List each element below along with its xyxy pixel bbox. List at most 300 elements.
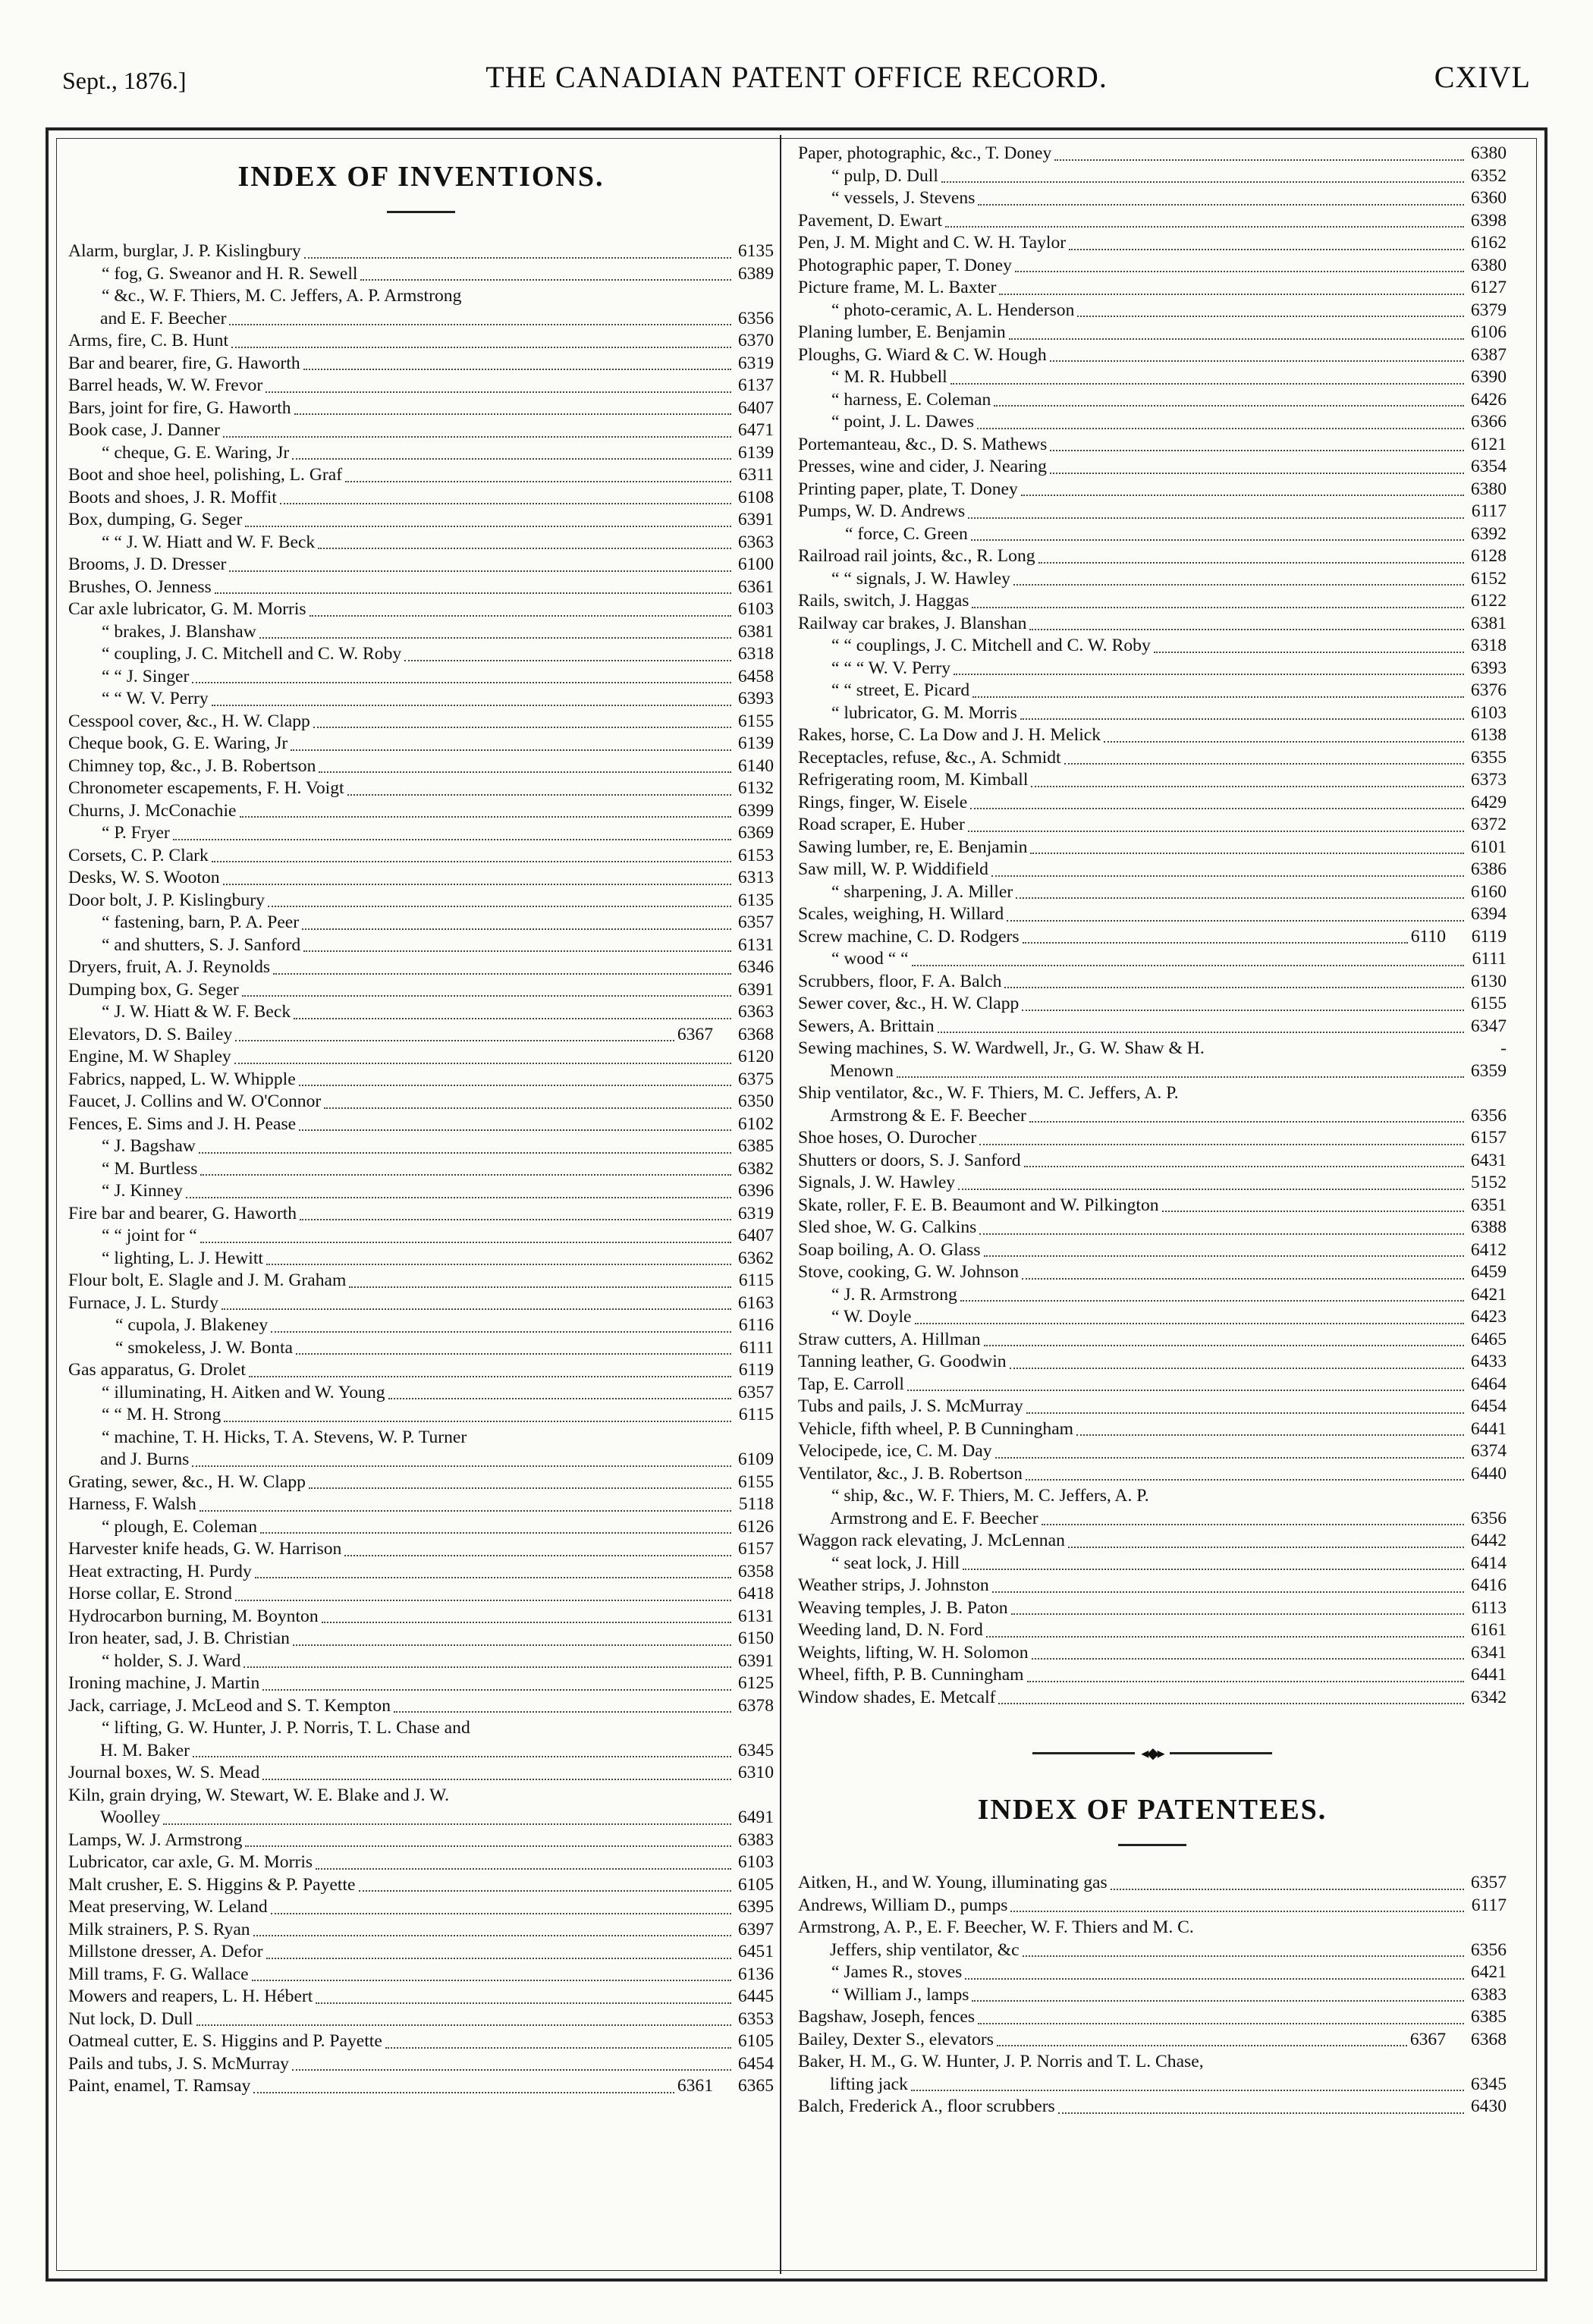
entry-text: “ ship, &c., W. F. Thiers, M. C. Jeffers, A. P. [831, 1486, 1149, 1506]
leader-dots [979, 1144, 1464, 1145]
index-entry [68, 1270, 774, 1292]
patent-number: 6365 [737, 2076, 774, 2096]
patent-number: 6150 [737, 1628, 774, 1648]
leader-dots [303, 369, 731, 370]
index-entry [798, 948, 1507, 971]
entry-text: Scrubbers, floor, F. A. Balch [798, 971, 1002, 991]
index-entry [68, 1091, 774, 1113]
leader-dots [253, 1935, 731, 1936]
leader-dots [999, 294, 1464, 295]
index-entry [798, 1150, 1507, 1173]
leader-dots [223, 884, 731, 885]
entry-text: Bars, joint for fire, G. Haworth [68, 397, 291, 418]
patent-number: 6368 [1470, 2029, 1507, 2049]
entry-text: Waggon rack elevating, J. McLennan [798, 1531, 1065, 1550]
entry-text: “ “ signals, J. W. Hawley [831, 568, 1010, 589]
patent-number: 5152 [1470, 1173, 1507, 1192]
entry-text: Rails, switch, J. Haggas [798, 591, 969, 611]
leader-dots [984, 1255, 1464, 1257]
index-entry [68, 1829, 774, 1852]
patent-number: 6160 [1470, 881, 1507, 902]
leader-dots [249, 1376, 731, 1377]
patent-number: 6351 [1470, 1195, 1507, 1215]
leader-dots [1026, 1412, 1464, 1414]
index-entry [68, 934, 774, 957]
issue-date: Sept., 1876.] [62, 67, 187, 94]
column-divider [780, 135, 781, 2274]
leader-dots [294, 1018, 731, 1019]
entry-text: Jeffers, ship ventilator, &c [830, 1939, 1020, 1960]
patent-number: 6391 [737, 510, 774, 529]
leader-dots [344, 1555, 731, 1556]
patent-number: 6126 [737, 1516, 774, 1537]
patent-number: 6163 [737, 1292, 774, 1313]
index-entry [798, 1872, 1507, 1895]
patent-number: 6113 [1471, 1597, 1507, 1618]
entry-text: “ “ street, E. Picard [831, 680, 970, 700]
index-entry [68, 1896, 774, 1919]
index-entry [68, 1135, 774, 1158]
index-entry [68, 1493, 774, 1516]
entry-text: Wheel, fifth, P. B. Cunningham [798, 1665, 1024, 1685]
index-entry [68, 509, 774, 532]
leader-dots [1027, 1681, 1464, 1682]
entry-text: Screw machine, C. D. Rodgers [798, 926, 1020, 947]
patent-number: 6383 [1470, 1984, 1507, 2005]
patent-number: 6361 [737, 576, 774, 597]
index-entry [798, 881, 1507, 904]
index-entry [798, 232, 1507, 255]
entry-text: Railway car brakes, J. Blanshan [798, 613, 1027, 633]
index-entry [68, 1203, 774, 1226]
patent-number: 6373 [1470, 770, 1507, 790]
leader-dots [1023, 942, 1408, 944]
index-entry [68, 2053, 774, 2076]
index-entry [798, 1418, 1507, 1441]
index-entry [798, 1284, 1507, 1307]
entry-text: “ M. R. Hubbell [831, 367, 947, 387]
patent-number: 6103 [1470, 702, 1507, 723]
leader-dots [292, 458, 731, 460]
index-entry [68, 375, 774, 397]
patent-number: 6376 [1470, 680, 1507, 700]
leader-dots [192, 682, 731, 683]
leader-dots [235, 1040, 674, 1041]
leader-dots [998, 1703, 1464, 1704]
index-entry [68, 1337, 774, 1360]
index-entry [68, 1292, 774, 1315]
leader-dots [316, 1868, 731, 1870]
leader-dots [271, 1331, 731, 1333]
index-entry [68, 777, 774, 800]
entry-text: Millstone dresser, A. Defor [68, 1942, 263, 1961]
entry-text: Door bolt, J. P. Kislingbury [68, 890, 265, 910]
leader-dots [1013, 584, 1464, 586]
index-entry [798, 344, 1507, 367]
entry-text: Weights, lifting, W. H. Solomon [798, 1642, 1029, 1663]
leader-dots [349, 1286, 731, 1288]
leader-dots [1029, 629, 1464, 630]
index-entry [68, 1762, 774, 1785]
patent-number: 6416 [1470, 1575, 1507, 1595]
entry-text: “ brakes, J. Blanshaw [102, 621, 256, 642]
index-entry [68, 845, 774, 868]
entry-text: Printing paper, plate, T. Doney [798, 479, 1018, 499]
index-entry [798, 1642, 1507, 1665]
leader-dots [234, 1063, 731, 1064]
inventions-list-right [798, 143, 1507, 1709]
inventions-list-left [68, 240, 774, 2098]
patent-number: 6119 [738, 1360, 774, 1380]
index-entry [68, 1449, 774, 1471]
leader-dots [359, 1890, 732, 1892]
leader-dots [972, 607, 1464, 608]
patent-number: 6356 [737, 308, 774, 328]
patent-number: 6100 [737, 554, 774, 574]
patent-number: 6140 [737, 755, 774, 776]
index-entry [68, 1427, 774, 1449]
entry-text: Mowers and reapers, L. H. Hébert [68, 1986, 313, 2006]
patent-number: 6393 [1470, 658, 1507, 678]
index-entry [798, 545, 1507, 568]
entry-text: Paint, enamel, T. Ramsay [68, 2076, 251, 2096]
patent-number: 6387 [1470, 344, 1507, 365]
leader-dots [262, 1779, 731, 1780]
entry-text: “ vessels, J. Stevens [831, 188, 976, 208]
leader-dots [970, 808, 1464, 809]
patent-number: 6121 [1470, 434, 1507, 454]
leader-dots [1029, 1121, 1464, 1123]
index-entry [798, 903, 1507, 926]
leader-dots [268, 906, 731, 907]
index-entry [798, 1374, 1507, 1396]
index-entry [68, 822, 774, 845]
entry-text: “ M. Burtless [102, 1158, 198, 1179]
leader-dots [1011, 1613, 1464, 1615]
ornament-diamond-icon: ◂◆▸ [1141, 1745, 1164, 1762]
index-entry [798, 1440, 1507, 1463]
leader-dots [1162, 1211, 1464, 1212]
patent-number: 6157 [737, 1539, 774, 1559]
index-entry [798, 1939, 1507, 1962]
index-entry [68, 1225, 774, 1248]
index-entry [798, 747, 1507, 770]
patent-number: 6441 [1470, 1665, 1507, 1685]
patent-number: 6369 [737, 823, 774, 843]
index-entry [68, 1964, 774, 1986]
patent-number: 6426 [1470, 389, 1507, 410]
patent-number: 6465 [1470, 1329, 1507, 1349]
leader-dots [1007, 920, 1464, 922]
patent-number: 6135 [737, 241, 774, 261]
entry-text: Oatmeal cutter, E. S. Higgins and P. Payette [68, 2031, 382, 2051]
secondary-patent-number: 6110 [1410, 926, 1446, 947]
patent-number: 6464 [1470, 1374, 1507, 1394]
entry-text: Planing lumber, E. Benjamin [798, 322, 1006, 342]
index-entry [68, 1069, 774, 1091]
entry-text: Meat preserving, W. Leland [68, 1897, 268, 1917]
entry-text: Journal boxes, W. S. Mead [68, 1763, 260, 1782]
index-entry [798, 1463, 1507, 1486]
index-entry [68, 1248, 774, 1270]
entry-text: Straw cutters, A. Hillman [798, 1329, 981, 1349]
entry-text: Rakes, horse, C. La Dow and J. H. Melick [798, 725, 1101, 745]
entry-text: Sled shoe, W. G. Calkins [798, 1217, 977, 1237]
entry-text: Brushes, O. Jenness [68, 576, 212, 597]
leader-dots [1058, 2112, 1464, 2114]
index-entry [68, 1672, 774, 1695]
leader-dots [245, 1845, 731, 1847]
leader-dots [1030, 853, 1464, 854]
index-entry [798, 1105, 1507, 1128]
entry-text: “ James R., stoves [831, 1962, 963, 1982]
index-entry [798, 680, 1507, 702]
patent-number: 6105 [737, 2031, 774, 2051]
page-header [62, 59, 1531, 105]
entry-text: Menown [830, 1060, 894, 1081]
entry-text: “ J. Kinney [102, 1181, 183, 1201]
leader-dots [223, 436, 731, 438]
entry-text: Shutters or doors, S. J. Sanford [798, 1150, 1021, 1170]
patent-number: 6471 [737, 420, 774, 440]
leader-dots [907, 1390, 1464, 1391]
leader-dots [1022, 1010, 1464, 1011]
leader-dots [986, 1636, 1464, 1638]
patent-number: 6445 [737, 1986, 774, 2006]
leader-dots [1050, 473, 1464, 474]
leader-dots [262, 1689, 731, 1691]
leader-dots [950, 383, 1464, 385]
index-entry [798, 366, 1507, 389]
leader-dots [300, 1219, 731, 1220]
entry-text: “ seat lock, J. Hill [831, 1553, 960, 1573]
patent-number: 6382 [737, 1158, 774, 1179]
entry-text: “ “ joint for “ [102, 1226, 197, 1245]
entry-text: “ “ couplings, J. C. Mitchell and C. W. Roby [831, 636, 1151, 655]
leader-dots [299, 1085, 731, 1086]
index-entry [798, 1195, 1507, 1217]
index-entry [798, 792, 1507, 815]
index-entry [68, 1113, 774, 1136]
leader-dots [245, 526, 731, 527]
leader-dots [958, 1189, 1464, 1190]
leader-dots [192, 1465, 731, 1467]
leader-dots [394, 1711, 731, 1713]
leader-dots [324, 1107, 731, 1109]
patent-number: 6357 [737, 1382, 774, 1402]
patent-number: 6454 [1470, 1396, 1507, 1416]
entry-text: Soap boiling, A. O. Glass [798, 1239, 981, 1260]
index-entry [68, 2030, 774, 2053]
index-entry [798, 1261, 1507, 1284]
leader-dots [296, 1353, 731, 1355]
index-entry [68, 1024, 774, 1047]
leader-dots [360, 279, 731, 281]
entry-text: Grating, sewer, &c., H. W. Clapp [68, 1471, 306, 1492]
patent-number: 6356 [1470, 1105, 1507, 1126]
leader-dots [240, 816, 732, 818]
index-entry [68, 1606, 774, 1628]
patent-number: 6379 [1470, 300, 1507, 320]
index-entry [68, 1046, 774, 1069]
index-entry [68, 1986, 774, 2008]
entry-text: Faucet, J. Collins and W. O'Connor [68, 1091, 322, 1111]
leader-dots [319, 771, 731, 773]
patent-number: 6318 [1470, 636, 1507, 655]
index-entry [68, 688, 774, 711]
leader-dots [1022, 1278, 1464, 1280]
index-entry [68, 621, 774, 644]
entry-text: Balch, Frederick A., floor scrubbers [798, 2096, 1055, 2116]
entry-text: Malt crusher, E. S. Higgins & P. Payette [68, 1874, 356, 1895]
leader-dots [294, 413, 731, 415]
leader-dots [911, 2090, 1464, 2091]
entry-text: “ cheque, G. E. Waring, Jr [102, 442, 290, 463]
entry-text: Armstrong & E. F. Beecher [830, 1105, 1026, 1126]
index-entry [68, 1695, 774, 1718]
leader-dots [984, 1345, 1465, 1346]
leader-dots [293, 1644, 731, 1646]
entry-text: Cheque book, G. E. Waring, Jr [68, 733, 288, 753]
index-entry [68, 330, 774, 353]
entry-text: Brooms, J. D. Dresser [68, 554, 227, 574]
leader-dots [229, 324, 731, 325]
index-entry [798, 1351, 1507, 1374]
index-entry [798, 165, 1507, 188]
leader-dots [212, 861, 731, 862]
index-entry [798, 1530, 1507, 1553]
patent-number: 6103 [737, 599, 774, 619]
leader-dots [345, 481, 731, 482]
entry-text: and J. Burns [100, 1449, 190, 1469]
entry-text: Pails and tubs, J. S. McMurray [68, 2053, 289, 2074]
index-entry [68, 442, 774, 465]
leader-dots [1076, 1434, 1464, 1436]
patent-number: 6442 [1470, 1531, 1507, 1550]
entry-text: “ lighting, L. J. Hewitt [102, 1248, 263, 1268]
leader-dots [199, 1152, 731, 1154]
patent-number: 6397 [737, 1919, 774, 1939]
patent-number: 6111 [739, 1337, 774, 1358]
patent-number: 6458 [737, 666, 774, 686]
patent-number: 6440 [1470, 1463, 1507, 1484]
leader-dots [266, 1264, 731, 1265]
leader-dots [316, 2002, 731, 2004]
secondary-patent-number: 6367 [1409, 2029, 1446, 2049]
leader-dots [322, 1622, 731, 1623]
entry-text: Photographic paper, T. Doney [798, 255, 1012, 275]
patent-number: 6393 [737, 689, 774, 708]
index-entry [68, 1941, 774, 1964]
index-entry [68, 1919, 774, 1942]
index-entry [798, 1306, 1507, 1329]
entry-text: “ and shutters, S. J. Sanford [102, 934, 301, 955]
entry-text: Road scraper, E. Huber [798, 815, 965, 834]
entry-text: Corsets, C. P. Clark [68, 845, 209, 865]
patent-number: 6130 [1470, 971, 1507, 991]
patent-number: 6132 [737, 778, 774, 798]
patent-number: 6391 [737, 1650, 774, 1671]
entry-text: Hydrocarbon burning, M. Boynton [68, 1606, 319, 1626]
patent-number: 6407 [737, 397, 774, 418]
entry-text: Mill trams, F. G. Wallace [68, 1964, 249, 1984]
leader-dots [244, 1666, 731, 1668]
leader-dots [960, 1300, 1464, 1302]
entry-text: Flour bolt, E. Slagle and J. M. Graham [68, 1270, 347, 1290]
index-entry [798, 389, 1507, 412]
entry-text: Ironing machine, J. Martin [68, 1673, 260, 1693]
leader-dots [271, 1913, 731, 1914]
patent-number: 6391 [737, 979, 774, 1000]
leader-dots [945, 226, 1464, 228]
leader-dots [200, 1174, 731, 1176]
entry-text: “ fastening, barn, P. A. Peer [102, 912, 300, 932]
entry-text: Pumps, W. D. Andrews [798, 501, 966, 521]
index-entry [68, 1583, 774, 1606]
patent-number: 6101 [1470, 837, 1507, 857]
entry-text: Skate, roller, F. E. B. Beaumont and W. Pilkington [798, 1195, 1159, 1215]
entry-text: Dryers, fruit, A. J. Reynolds [68, 957, 271, 977]
patentees-heading: INDEX OF PATENTEES. [977, 1794, 1328, 1826]
entry-text: Jack, carriage, J. McLeod and S. T. Kempton [68, 1695, 391, 1716]
leader-dots [1031, 786, 1464, 787]
patent-number: 6109 [737, 1449, 774, 1469]
entry-text: Kiln, grain drying, W. Stewart, W. E. Blake and J. W. [68, 1785, 449, 1805]
entry-text: Refrigerating room, M. Kimball [798, 770, 1029, 790]
patent-number: 6310 [737, 1763, 774, 1782]
index-entry [798, 1508, 1507, 1531]
patent-number: 6431 [1470, 1150, 1507, 1170]
index-entry [798, 1217, 1507, 1239]
entry-text: “ cupola, J. Blakeney [115, 1315, 269, 1335]
leader-dots [997, 2045, 1407, 2046]
patent-number: 6356 [1470, 1508, 1507, 1528]
entry-text: “ J. Bagshaw [102, 1136, 196, 1156]
index-entry [798, 1961, 1507, 1984]
leader-dots [1026, 1479, 1464, 1481]
entry-text: Elevators, D. S. Bailey [68, 1024, 233, 1044]
leader-dots [1068, 1547, 1464, 1548]
patent-number: 6345 [737, 1740, 774, 1760]
index-entry [68, 1538, 774, 1561]
index-entry [798, 1127, 1507, 1150]
index-entry [798, 2096, 1507, 2118]
index-entry [798, 814, 1507, 837]
entry-text: Portemanteau, &c., D. S. Mathews [798, 434, 1048, 454]
patent-number: 6350 [737, 1091, 774, 1111]
leader-dots [954, 674, 1464, 675]
right-column [798, 143, 1507, 2118]
patent-number: 6359 [1470, 1060, 1507, 1081]
index-entry [68, 666, 774, 689]
entry-text: Velocipede, ice, C. M. Day [798, 1441, 992, 1461]
entry-text: Sewing machines, S. W. Wardwell, Jr., G. W. Shaw & H. [798, 1038, 1205, 1058]
patent-number: 6362 [737, 1248, 774, 1268]
entry-text: Arms, fire, C. B. Hunt [68, 331, 229, 350]
entry-text: Sawing lumber, re, E. Benjamin [798, 837, 1028, 857]
leader-dots [972, 696, 1464, 698]
patent-number: 6430 [1470, 2096, 1507, 2116]
index-entry [798, 1687, 1507, 1710]
leader-dots [200, 1510, 731, 1512]
index-entry [798, 1082, 1507, 1105]
entry-text: “ sharpening, J. A. Miller [831, 881, 1013, 902]
leader-dots [252, 1980, 731, 1981]
index-entry [798, 322, 1507, 344]
patent-number: 6345 [1470, 2074, 1507, 2094]
patent-number: 6374 [1470, 1441, 1507, 1461]
patent-number: 6383 [737, 1829, 774, 1850]
